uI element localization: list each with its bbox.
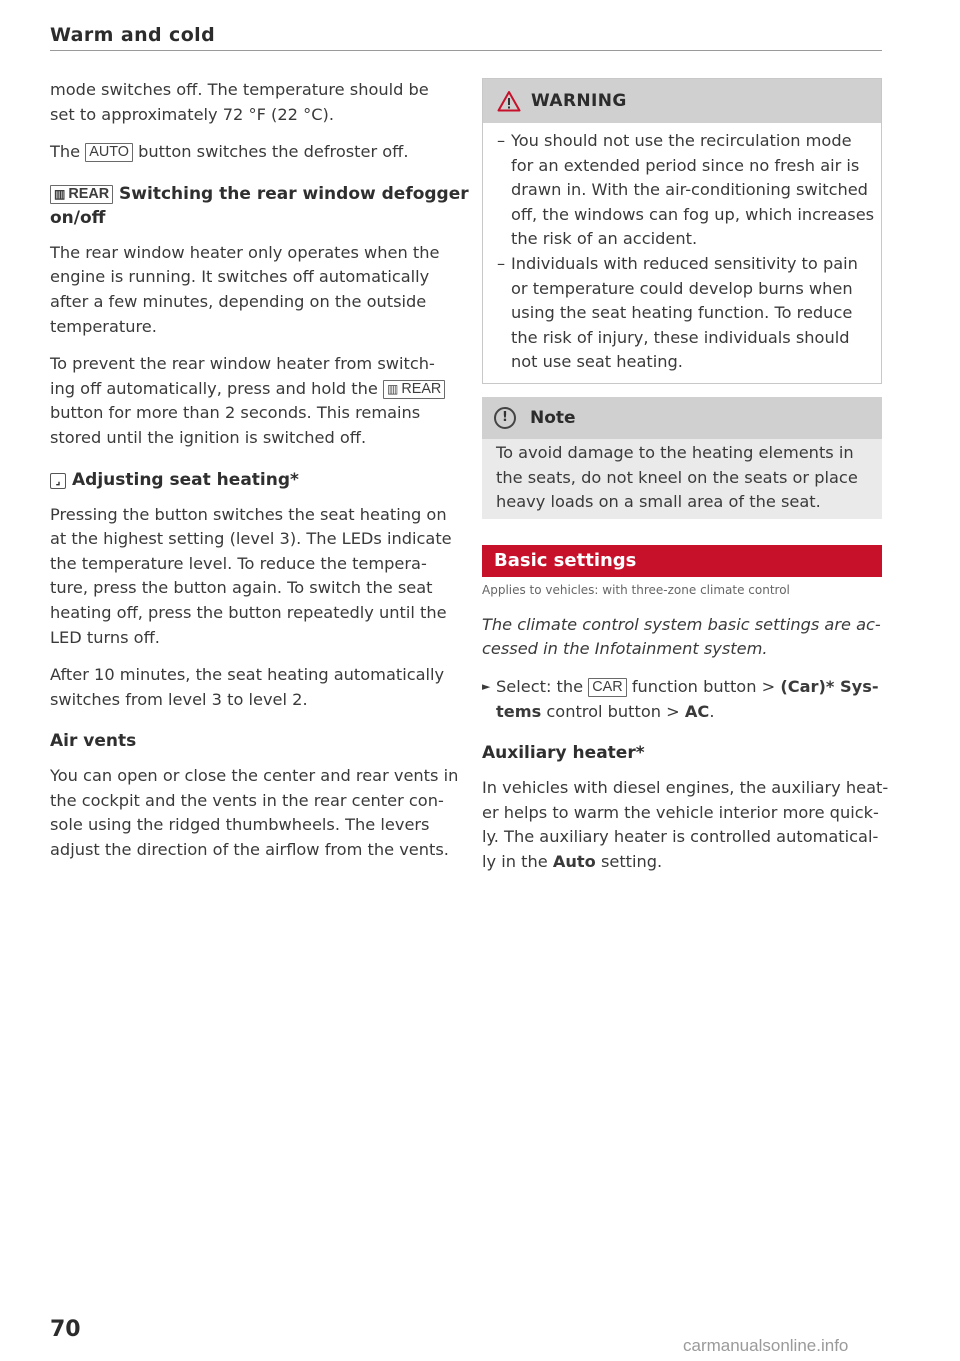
rear-key-inline: ▥ REAR	[383, 380, 445, 399]
warning-triangle-icon	[497, 90, 521, 112]
left-column	[50, 78, 469, 876]
heading-air-vents: Air vents	[50, 731, 137, 752]
warning-body	[483, 123, 881, 383]
note-header	[482, 397, 882, 439]
applies-to: Applies to vehicles: with three-zone climate control	[482, 582, 790, 597]
rear-defogger-icon: ▥	[386, 381, 399, 396]
instruction-step: ► Select: the CAR function button > (Car)* Sys- tems control button > AC.	[482, 676, 879, 721]
auto-key: AUTO	[85, 143, 133, 162]
arrow-right-icon: ►	[482, 679, 491, 693]
seat-heating-icon: ⌟	[50, 473, 66, 489]
section-intro: The climate control system basic settings are ac- cessed in the Infotainment system.	[482, 614, 881, 659]
warning-label: WARNING	[531, 90, 627, 111]
note-body: To avoid damage to the heating elements in the seats, do not kneel on the seats or place heavy loads on a small area of the seat.	[482, 439, 882, 519]
warning-header	[483, 79, 881, 123]
paragraph-seat-heating: Pressing the button switches the seat heating on at the highest setting (level 3). The LEDs indicate the temperature level. To reduce the tempera- ture, press the button again. To switch the seat heating off, press the button repeatedly until the LED turns off.	[50, 504, 452, 647]
paragraph-auxiliary-heater: In vehicles with diesel engines, the auxiliary heat- er helps to warm the vehicle interior more quick- ly. The auxiliary heater is controlled automatical- ly in the Auto setting.	[482, 778, 889, 871]
page-number: 70	[50, 1317, 81, 1342]
info-circle-icon: !	[494, 407, 516, 429]
paragraph-temperature: mode switches off. The temperature should be set to approximately 72 °F (22 °C).	[50, 80, 429, 124]
note-label: Note	[530, 407, 576, 428]
heading-rear-defogger: ▥ REAR Switching the rear window defogger on/off	[50, 183, 469, 228]
note-box	[482, 397, 882, 519]
paragraph-seat-timer: After 10 minutes, the seat heating automatically switches from level 3 to level 2.	[50, 665, 445, 709]
paragraph-auto: The AUTO button switches the defroster off.	[50, 142, 409, 162]
section-title-basic-settings: Basic settings	[482, 545, 882, 577]
warning-item: – Individuals with reduced sensitivity to pain or temperature could develop burns when using the seat heating function. To reduce the risk of injury, these individuals should not use seat heating.	[497, 253, 858, 372]
chapter-title: Warm and cold	[50, 24, 216, 46]
rear-key: ▥ REAR	[50, 185, 113, 204]
warning-box	[482, 78, 882, 384]
heading-seat-heating: ⌟ Adjusting seat heating*	[50, 468, 450, 492]
paragraph-hold-rear: To prevent the rear window heater from switch- ing off automatically, press and hold the ▥ REAR button for more than 2 seconds. This remains stored until the ignition is switched off.	[50, 352, 450, 450]
right-column	[482, 78, 889, 887]
paragraph-rear-heater: The rear window heater only operates when the engine is running. It switches off automatically after a few minutes, depending on the outside temperature.	[50, 242, 440, 336]
rear-defogger-icon: ▥	[54, 186, 66, 201]
warning-item: – You should not use the recirculation mode for an extended period since no fresh air is drawn in. With the air-conditioning switched off, the windows can fog up, which increases the risk of an accident.	[497, 131, 875, 249]
watermark: carmanualsonline.info	[683, 1336, 849, 1355]
heading-auxiliary-heater: Auxiliary heater*	[482, 743, 645, 764]
header-rule	[50, 50, 882, 51]
car-key: CAR	[588, 678, 626, 697]
paragraph-air-vents: You can open or close the center and rear vents in the cockpit and the vents in the rear center con- sole using the ridged thumbwheels. The levers adjust the direction of the airflow from the vents.	[50, 766, 459, 860]
